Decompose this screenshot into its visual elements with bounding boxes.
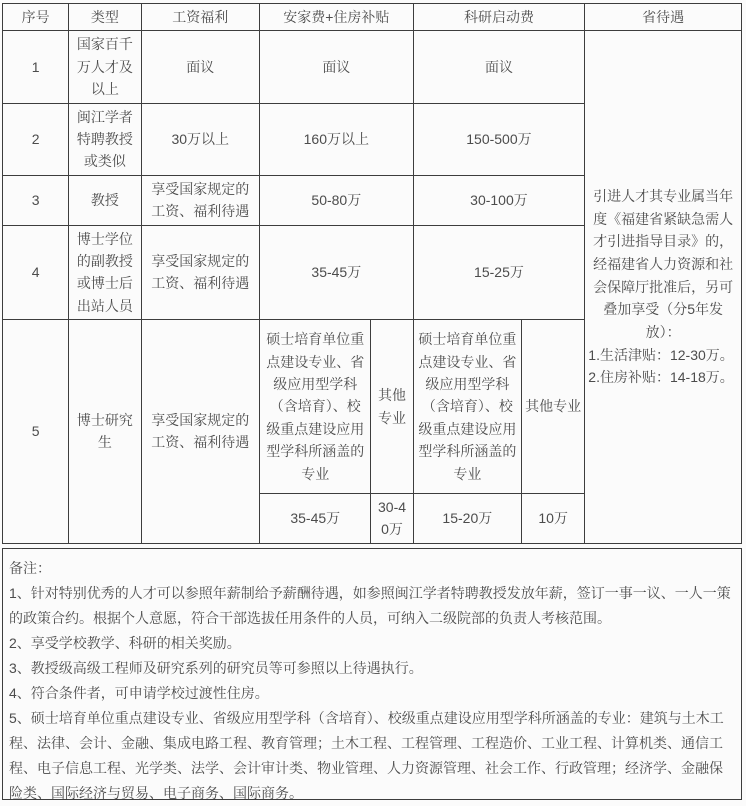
province-benefit-cell bbox=[585, 31, 742, 543]
cell-r2-research: 150-500万 bbox=[413, 103, 585, 175]
cell-r1-type: 国家百千万人才及以上 bbox=[69, 31, 141, 103]
cell-r5-research-key-majors-value: 15-20万 bbox=[413, 494, 521, 544]
header-research: 科研启动费 bbox=[413, 4, 585, 31]
cell-r1-housing: 面议 bbox=[260, 31, 414, 103]
note-item: 3、教授级高级工程师及研究系列的研究员等可参照以上待遇执行。 bbox=[9, 659, 423, 676]
cell-r5-research-key-majors-label: 硕士培育单位重点建设专业、省级应用型学科（含培育）、校级重点建设应用型学科所涵盖的专业 bbox=[413, 320, 521, 494]
cell-r5-type: 博士研究生 bbox=[69, 320, 141, 544]
cell-r5-research-other-majors-value: 10万 bbox=[522, 494, 585, 544]
note-item: 2、享受学校教学、科研的相关奖励。 bbox=[9, 634, 241, 651]
cell-r2-no: 2 bbox=[3, 103, 69, 175]
cell-r3-type: 教授 bbox=[69, 175, 141, 225]
cell-r4-type: 博士学位的副教授或博士后出站人员 bbox=[69, 225, 141, 320]
cell-r4-no: 4 bbox=[3, 225, 69, 320]
cell-r4-research: 15-25万 bbox=[413, 225, 585, 320]
note-item: 1、针对特别优秀的人才可以参照年薪制给予薪酬待遇，如参照闽江学者特聘教授发放年薪，签订一事一议、一人一策的政策合约。根据个人意愿，符合干部选拔任用条件的人员，可纳入二级院部的负责人考核范围。 bbox=[9, 584, 731, 626]
header-salary: 工资福利 bbox=[141, 4, 259, 31]
notes-section bbox=[2, 548, 742, 800]
cell-r5-housing-other-majors-value: 30-40万 bbox=[371, 494, 413, 544]
cell-r4-housing: 35-45万 bbox=[260, 225, 414, 320]
cell-r1-no: 1 bbox=[3, 31, 69, 103]
cell-r3-salary: 享受国家规定的工资、福利待遇 bbox=[141, 175, 259, 225]
header-row bbox=[3, 4, 742, 31]
cell-r5-housing-key-majors-value: 35-45万 bbox=[260, 494, 371, 544]
cell-r1-research: 面议 bbox=[413, 31, 585, 103]
cell-r3-no: 3 bbox=[3, 175, 69, 225]
province-benefit-item: 2.住房补贴：14-18万。 bbox=[588, 369, 734, 386]
cell-r5-salary: 享受国家规定的工资、福利待遇 bbox=[141, 320, 259, 544]
cell-r2-housing: 160万以上 bbox=[260, 103, 414, 175]
header-no: 序号 bbox=[3, 4, 69, 31]
notes-title: 备注： bbox=[9, 559, 51, 576]
cell-r5-no: 5 bbox=[3, 320, 69, 544]
province-benefit-intro: 引进人才其专业属当年度《福建省紧缺急需人才引进指导目录》的，经福建省人力资源和社会保障厅批准后，另可叠加享受（分5年发放）： bbox=[593, 188, 734, 341]
province-benefit-item: 1.生活津贴：12-30万。 bbox=[588, 346, 734, 363]
cell-r3-research: 30-100万 bbox=[413, 175, 585, 225]
header-province: 省待遇 bbox=[585, 4, 742, 31]
cell-r5-research-other-majors-label: 其他专业 bbox=[522, 320, 585, 494]
note-item: 4、符合条件者，可申请学校过渡性住房。 bbox=[9, 684, 269, 701]
cell-r2-salary: 30万以上 bbox=[141, 103, 259, 175]
header-housing: 安家费+住房补贴 bbox=[260, 4, 414, 31]
header-type: 类型 bbox=[69, 4, 141, 31]
cell-r4-salary: 享受国家规定的工资、福利待遇 bbox=[141, 225, 259, 320]
cell-r5-housing-key-majors-label: 硕士培育单位重点建设专业、省级应用型学科（含培育）、校级重点建设应用型学科所涵盖的专业 bbox=[260, 320, 371, 494]
cell-r5-housing-other-majors-label: 其他专业 bbox=[371, 320, 413, 494]
cell-r1-salary: 面议 bbox=[141, 31, 259, 103]
note-item: 5、硕士培育单位重点建设专业、省级应用型学科（含培育）、校级重点建设应用型学科所涵盖的专业：建筑与土木工程、法律、会计、金融、集成电路工程、教育管理；土木工程、工程管理、工程造价、工业工程、计算机类、通信工程、电子信息工程、光学类、法学、会计审计类、物业管理、人力资源管理、社会工作、行政管理；经济学、金融保险类、国际经济与贸易、电子商务、国际商务。 bbox=[9, 709, 724, 801]
benefits-table bbox=[2, 3, 742, 544]
table-row bbox=[3, 31, 742, 103]
cell-r2-type: 闽江学者特聘教授或类似 bbox=[69, 103, 141, 175]
cell-r3-housing: 50-80万 bbox=[260, 175, 414, 225]
